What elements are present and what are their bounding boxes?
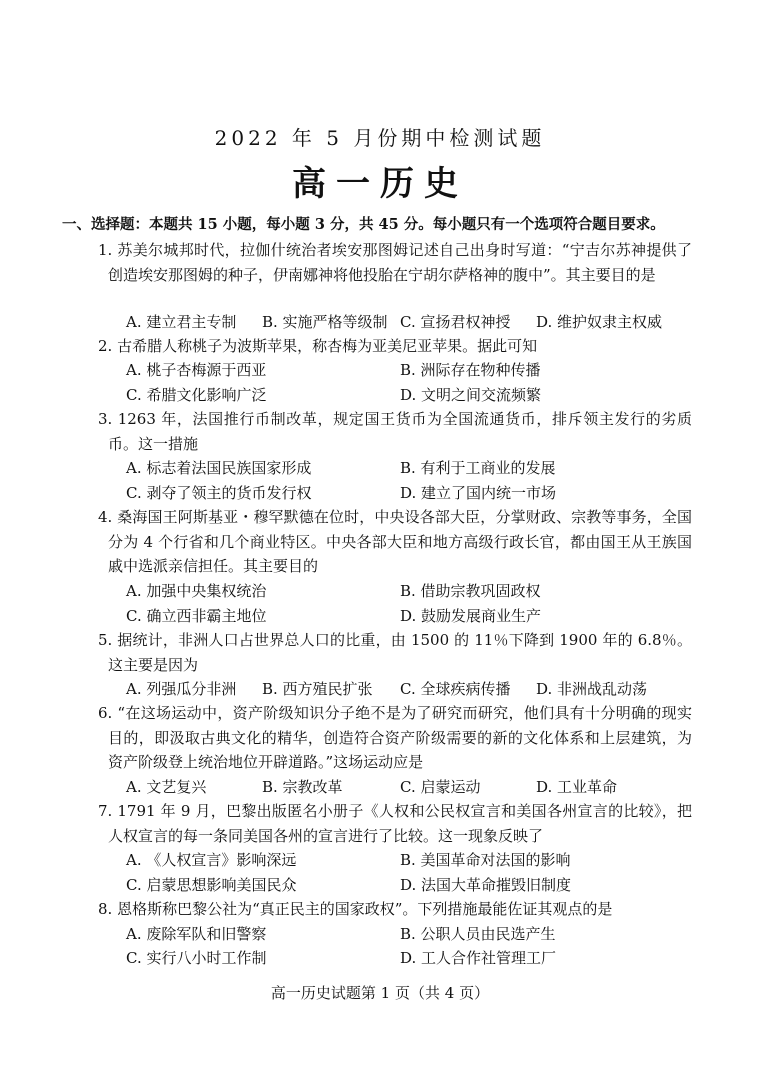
- question-4-option-c: C. 确立西非霸主地位: [126, 607, 267, 625]
- question-1-option-c: C. 宣扬君权神授: [400, 313, 511, 331]
- question-5-option-c: C. 全球疾病传播: [400, 680, 511, 698]
- page-footer: 高一历史试题第 1 页（共 4 页）: [270, 984, 490, 1002]
- question-6-stem: 6. “在这场运动中，资产阶级知识分子绝不是为了研究而研究，他们具有十分明确的现实目的，即汲取古典文化的精华，创造符合资产阶级需要的新的文化体系和上层建筑，为资产阶级登上统治地位开辟道路。”这场运动应是: [98, 704, 692, 772]
- question-2-option-d: D. 文明之间交流频繁: [400, 386, 542, 404]
- section-heading: 一、选择题：本题共 15 小题，每小题 3 分，共 45 分。每小题只有一个选项符合题目要求。: [62, 216, 665, 233]
- question-1-option-d: D. 维护奴隶主权威: [536, 313, 663, 331]
- subject-title: 高一历史: [292, 164, 468, 204]
- question-7-option-c: C. 启蒙思想影响美国民众: [126, 876, 297, 894]
- question-5-option-b: B. 西方殖民扩张: [262, 680, 373, 698]
- question-3-option-a: A. 标志着法国民族国家形成: [126, 459, 312, 477]
- question-8-option-a: A. 废除军队和旧警察: [126, 925, 267, 943]
- question-8-stem: 8. 恩格斯称巴黎公社为“真正民主的国家政权”。下列措施最能佐证其观点的是: [98, 900, 613, 918]
- question-8-option-c: C. 实行八小时工作制: [126, 949, 267, 967]
- question-2-option-a: A. 桃子杏梅源于西亚: [126, 361, 267, 379]
- question-7-option-d: D. 法国大革命摧毁旧制度: [400, 876, 572, 894]
- question-6-option-c: C. 启蒙运动: [400, 778, 481, 796]
- question-3-option-c: C. 剥夺了领主的货币发行权: [126, 484, 312, 502]
- question-2-option-c: C. 希腊文化影响广泛: [126, 386, 267, 404]
- question-1-option-a: A. 建立君主专制: [126, 313, 237, 331]
- question-5-stem: 5. 据统计，非洲人口占世界总人口的比重，由 1500 的 11％下降到 1900 年的 6.8％。这主要是因为: [98, 631, 692, 674]
- exam-title: 2022 年 5 月份期中检测试题: [214, 126, 546, 150]
- question-3-option-b: B. 有利于工商业的发展: [400, 459, 556, 477]
- question-7-option-b: B. 美国革命对法国的影响: [400, 851, 571, 869]
- question-6-option-d: D. 工业革命: [536, 778, 618, 796]
- question-4-stem: 4. 桑海国王阿斯基亚・穆罕默德在位时，中央设各部大臣，分掌财政、宗教等事务，全国分为 4 个行省和几个商业特区。中央各部大臣和地方高级行政长官，都由国王从王族国戚中选派亲信担任。其主要目的: [98, 508, 692, 576]
- question-2-option-b: B. 洲际存在物种传播: [400, 361, 541, 379]
- question-1-option-b: B. 实施严格等级制: [262, 313, 388, 331]
- question-3-stem: 3. 1263 年，法国推行币制改革，规定国王货币为全国流通货币，排斥领主发行的劣质币。这一措施: [98, 410, 692, 453]
- question-3-option-d: D. 建立了国内统一市场: [400, 484, 557, 502]
- question-7-option-a: A. 《人权宣言》影响深远: [126, 851, 297, 869]
- question-4-option-d: D. 鼓励发展商业生产: [400, 607, 542, 625]
- question-7-stem: 7. 1791 年 9 月，巴黎出版匿名小册子《人权和公民权宣言和美国各州宣言的比较》，把人权宣言的每一条同美国各州的宣言进行了比较。这一现象反映了: [98, 802, 692, 845]
- question-8-option-d: D. 工人合作社管理工厂: [400, 949, 557, 967]
- question-5-option-a: A. 列强瓜分非洲: [126, 680, 237, 698]
- question-1-stem: 1. 苏美尔城邦时代，拉伽什统治者埃安那图姆记述自己出身时写道：“宁吉尔苏神提供了创造埃安那图姆的种子，伊南娜神将他投胎在宁胡尔萨格神的腹中”。其主要目的是: [98, 241, 692, 284]
- question-4-option-a: A. 加强中央集权统治: [126, 582, 267, 600]
- question-6-option-a: A. 文艺复兴: [126, 778, 207, 796]
- question-2-stem: 2. 古希腊人称桃子为波斯苹果，称杏梅为亚美尼亚苹果。据此可知: [98, 337, 538, 355]
- question-6-option-b: B. 宗教改革: [262, 778, 343, 796]
- question-4-option-b: B. 借助宗教巩固政权: [400, 582, 541, 600]
- question-5-option-d: D. 非洲战乱动荡: [536, 680, 648, 698]
- question-8-option-b: B. 公职人员由民选产生: [400, 925, 556, 943]
